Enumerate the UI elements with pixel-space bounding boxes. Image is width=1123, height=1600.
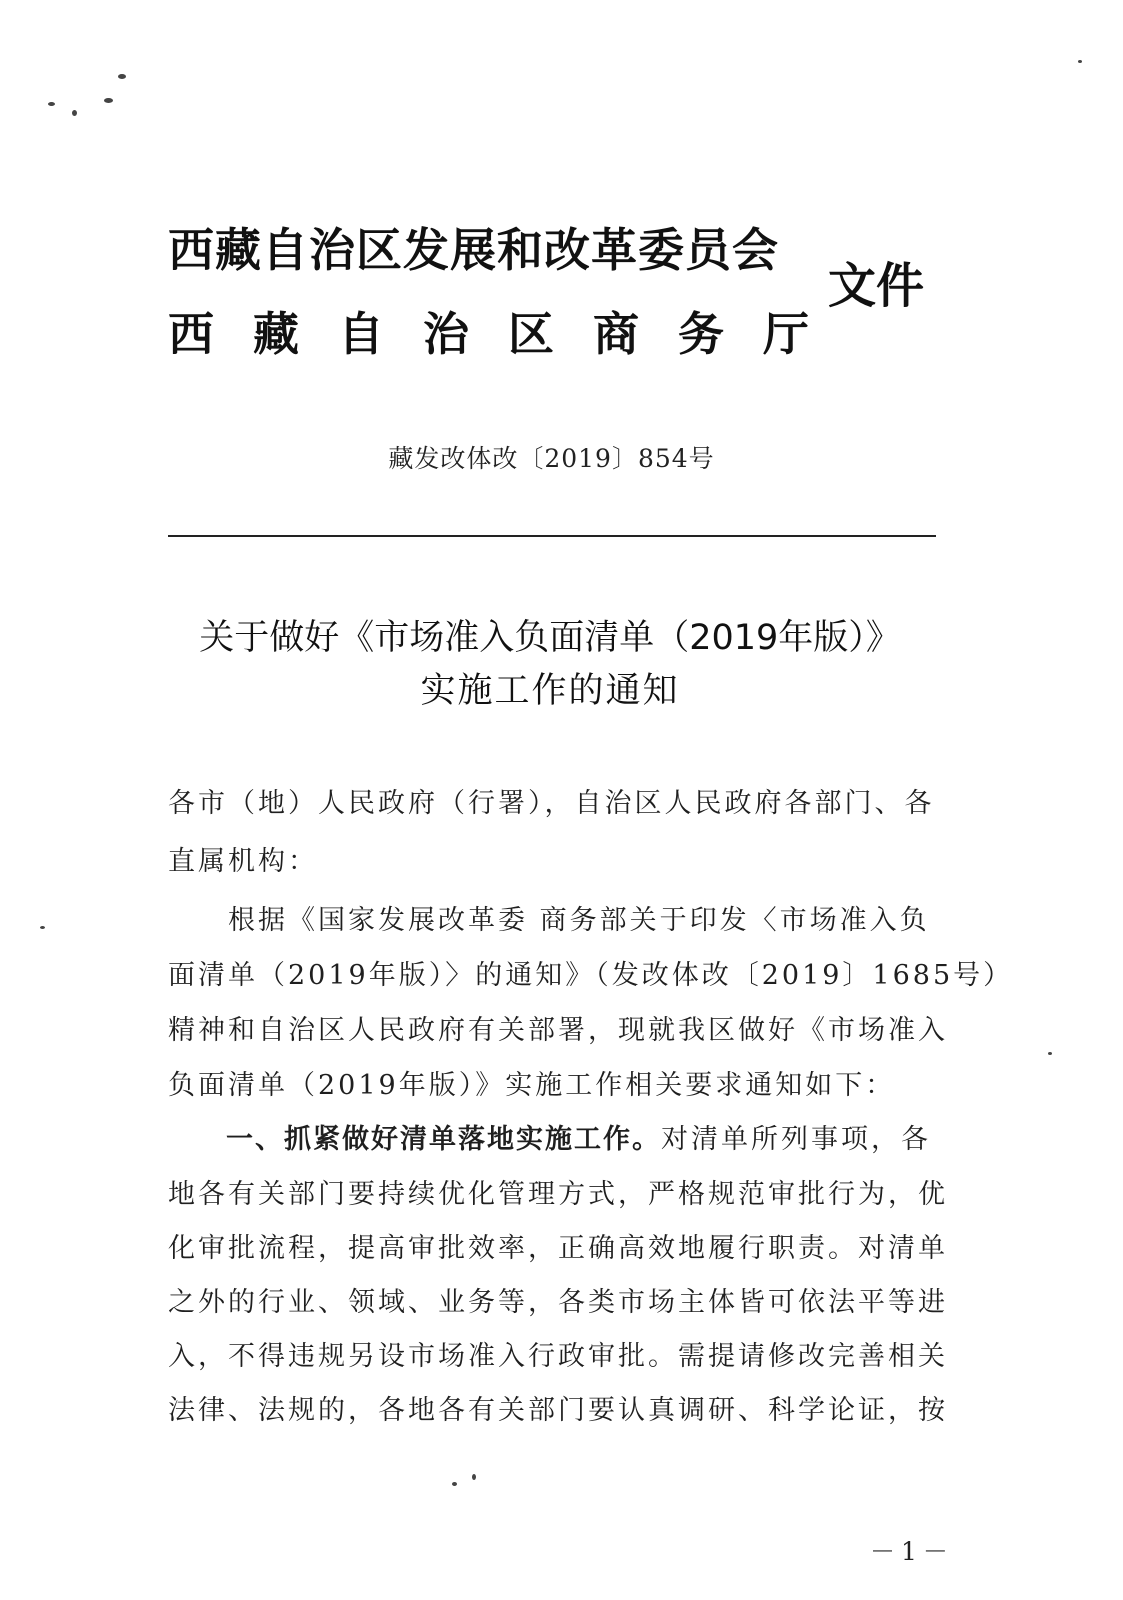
- scan-speck: [118, 74, 126, 79]
- issuing-agency-2: 西藏自治区商务厅: [168, 307, 848, 361]
- section-1-first-text: 对清单所列事项，各: [661, 1124, 931, 1155]
- body-line: 入，不得违规另设市场准入行政审批。需提请修改完善相关: [168, 1341, 948, 1372]
- header-divider: [168, 535, 936, 537]
- scan-speck: [1078, 60, 1082, 63]
- scan-speck: [72, 110, 77, 116]
- document-header: [168, 218, 948, 378]
- document-type-label: 文件: [828, 258, 925, 314]
- document-number: 藏发改体改〔2019〕854号: [388, 444, 715, 473]
- notice-title-line-2: 实施工作的通知: [420, 671, 680, 711]
- notice-title-line-1: 关于做好《市场准入负面清单（2019年版）》: [199, 618, 901, 658]
- body-line: 之外的行业、领域、业务等，各类市场主体皆可依法平等进: [168, 1287, 948, 1318]
- body-line: 负面清单（2019年版）》实施工作相关要求通知如下：: [168, 1070, 896, 1101]
- scan-speck: [48, 102, 55, 106]
- body-line: 直属机构：: [168, 846, 318, 877]
- body-line: 面清单（2019年版）〉的通知》（发改体改〔2019〕1685号）: [168, 960, 1014, 991]
- body-line: 法律、法规的，各地各有关部门要认真调研、科学论证，按: [168, 1395, 948, 1426]
- section-1-heading: 一、抓紧做好清单落地实施工作。: [168, 1124, 661, 1155]
- body-line: 根据《国家发展改革委 商务部关于印发〈市场准入负: [168, 905, 930, 936]
- body-line: 化审批流程，提高审批效率，正确高效地履行职责。对清单: [168, 1233, 948, 1264]
- page-number: －1－: [870, 1537, 954, 1566]
- issuing-agency-1: 西藏自治区发展和改革委员会: [168, 223, 779, 277]
- scan-speck: [1048, 1052, 1052, 1055]
- section-1-first-line: [168, 1121, 938, 1159]
- scan-speck: [40, 926, 45, 929]
- scan-speck: [452, 1482, 457, 1486]
- body-line: 精神和自治区人民政府有关部署，现就我区做好《市场准入: [168, 1015, 948, 1046]
- scan-speck: [104, 98, 113, 103]
- scan-speck: [472, 1474, 476, 1480]
- body-line: 地各有关部门要持续优化管理方式，严格规范审批行为，优: [168, 1179, 948, 1210]
- body-line: 各市（地）人民政府（行署），自治区人民政府各部门、各: [168, 788, 935, 819]
